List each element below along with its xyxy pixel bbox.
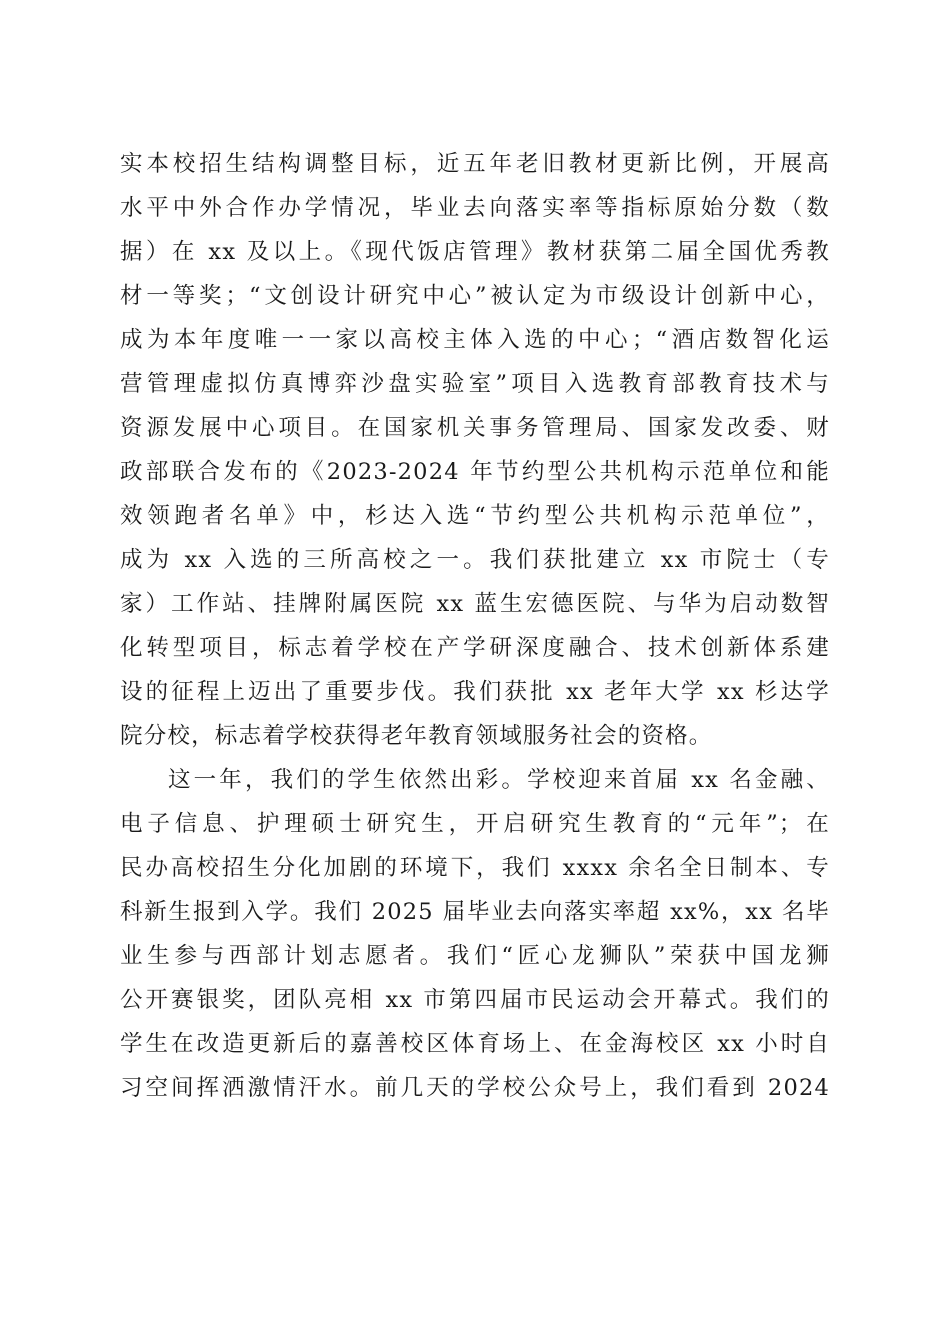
paragraph-line: 业生参与西部计划志愿者。我们“匠心龙狮队”荣获中国龙狮 [120,943,830,969]
paragraph-line: 效领跑者名单》中，杉达入选“节约型公共机构示范单位”， [120,503,830,529]
paragraph-line: 水平中外合作办学情况，毕业去向落实率等指标原始分数（数 [120,195,830,221]
paragraph-line: 成为本年度唯一一家以高校主体入选的中心；“酒店数智化运 [120,327,830,353]
body-text [120,142,830,1110]
paragraph-line: 学生在改造更新后的嘉善校区体育场上、在金海校区 xx 小时自 [120,1031,830,1057]
paragraph-line: 科新生报到入学。我们 2025 届毕业去向落实率超 xx%，xx 名毕 [120,899,830,925]
paragraph-2 [120,758,830,1110]
paragraph-line: 设的征程上迈出了重要步伐。我们获批 xx 老年大学 xx 杉达学 [120,679,830,705]
paragraph-line: 据）在 xx 及以上。《现代饭店管理》教材获第二届全国优秀教 [120,239,830,265]
paragraph-line: 公开赛银奖，团队亮相 xx 市第四届市民运动会开幕式。我们的 [120,987,830,1013]
paragraph-1 [120,142,830,758]
paragraph-line: 家）工作站、挂牌附属医院 xx 蓝生宏德医院、与华为启动数智 [120,591,830,617]
paragraph-line: 院分校，标志着学校获得老年教育领域服务社会的资格。 [120,723,713,749]
paragraph-line: 电子信息、护理硕士研究生，开启研究生教育的“元年”；在 [120,811,830,837]
paragraph-line: 习空间挥洒激情汗水。前几天的学校公众号上，我们看到 2024 [120,1075,830,1101]
paragraph-line: 化转型项目，标志着学校在产学研深度融合、技术创新体系建 [120,635,830,661]
paragraph-line: 民办高校招生分化加剧的环境下，我们 xxxx 余名全日制本、专 [120,855,830,881]
paragraph-line: 政部联合发布的《2023-2024 年节约型公共机构示范单位和能 [120,459,830,485]
paragraph-line: 实本校招生结构调整目标，近五年老旧教材更新比例，开展高 [120,151,830,177]
paragraph-line: 这一年，我们的学生依然出彩。学校迎来首届 xx 名金融、 [168,767,830,793]
paragraph-line: 营管理虚拟仿真博弈沙盘实验室”项目入选教育部教育技术与 [120,371,830,397]
paragraph-line: 成为 xx 入选的三所高校之一。我们获批建立 xx 市院士（专 [120,547,830,573]
paragraph-line: 材一等奖；“文创设计研究中心”被认定为市级设计创新中心， [120,283,830,309]
paragraph-line: 资源发展中心项目。在国家机关事务管理局、国家发改委、财 [120,415,830,441]
